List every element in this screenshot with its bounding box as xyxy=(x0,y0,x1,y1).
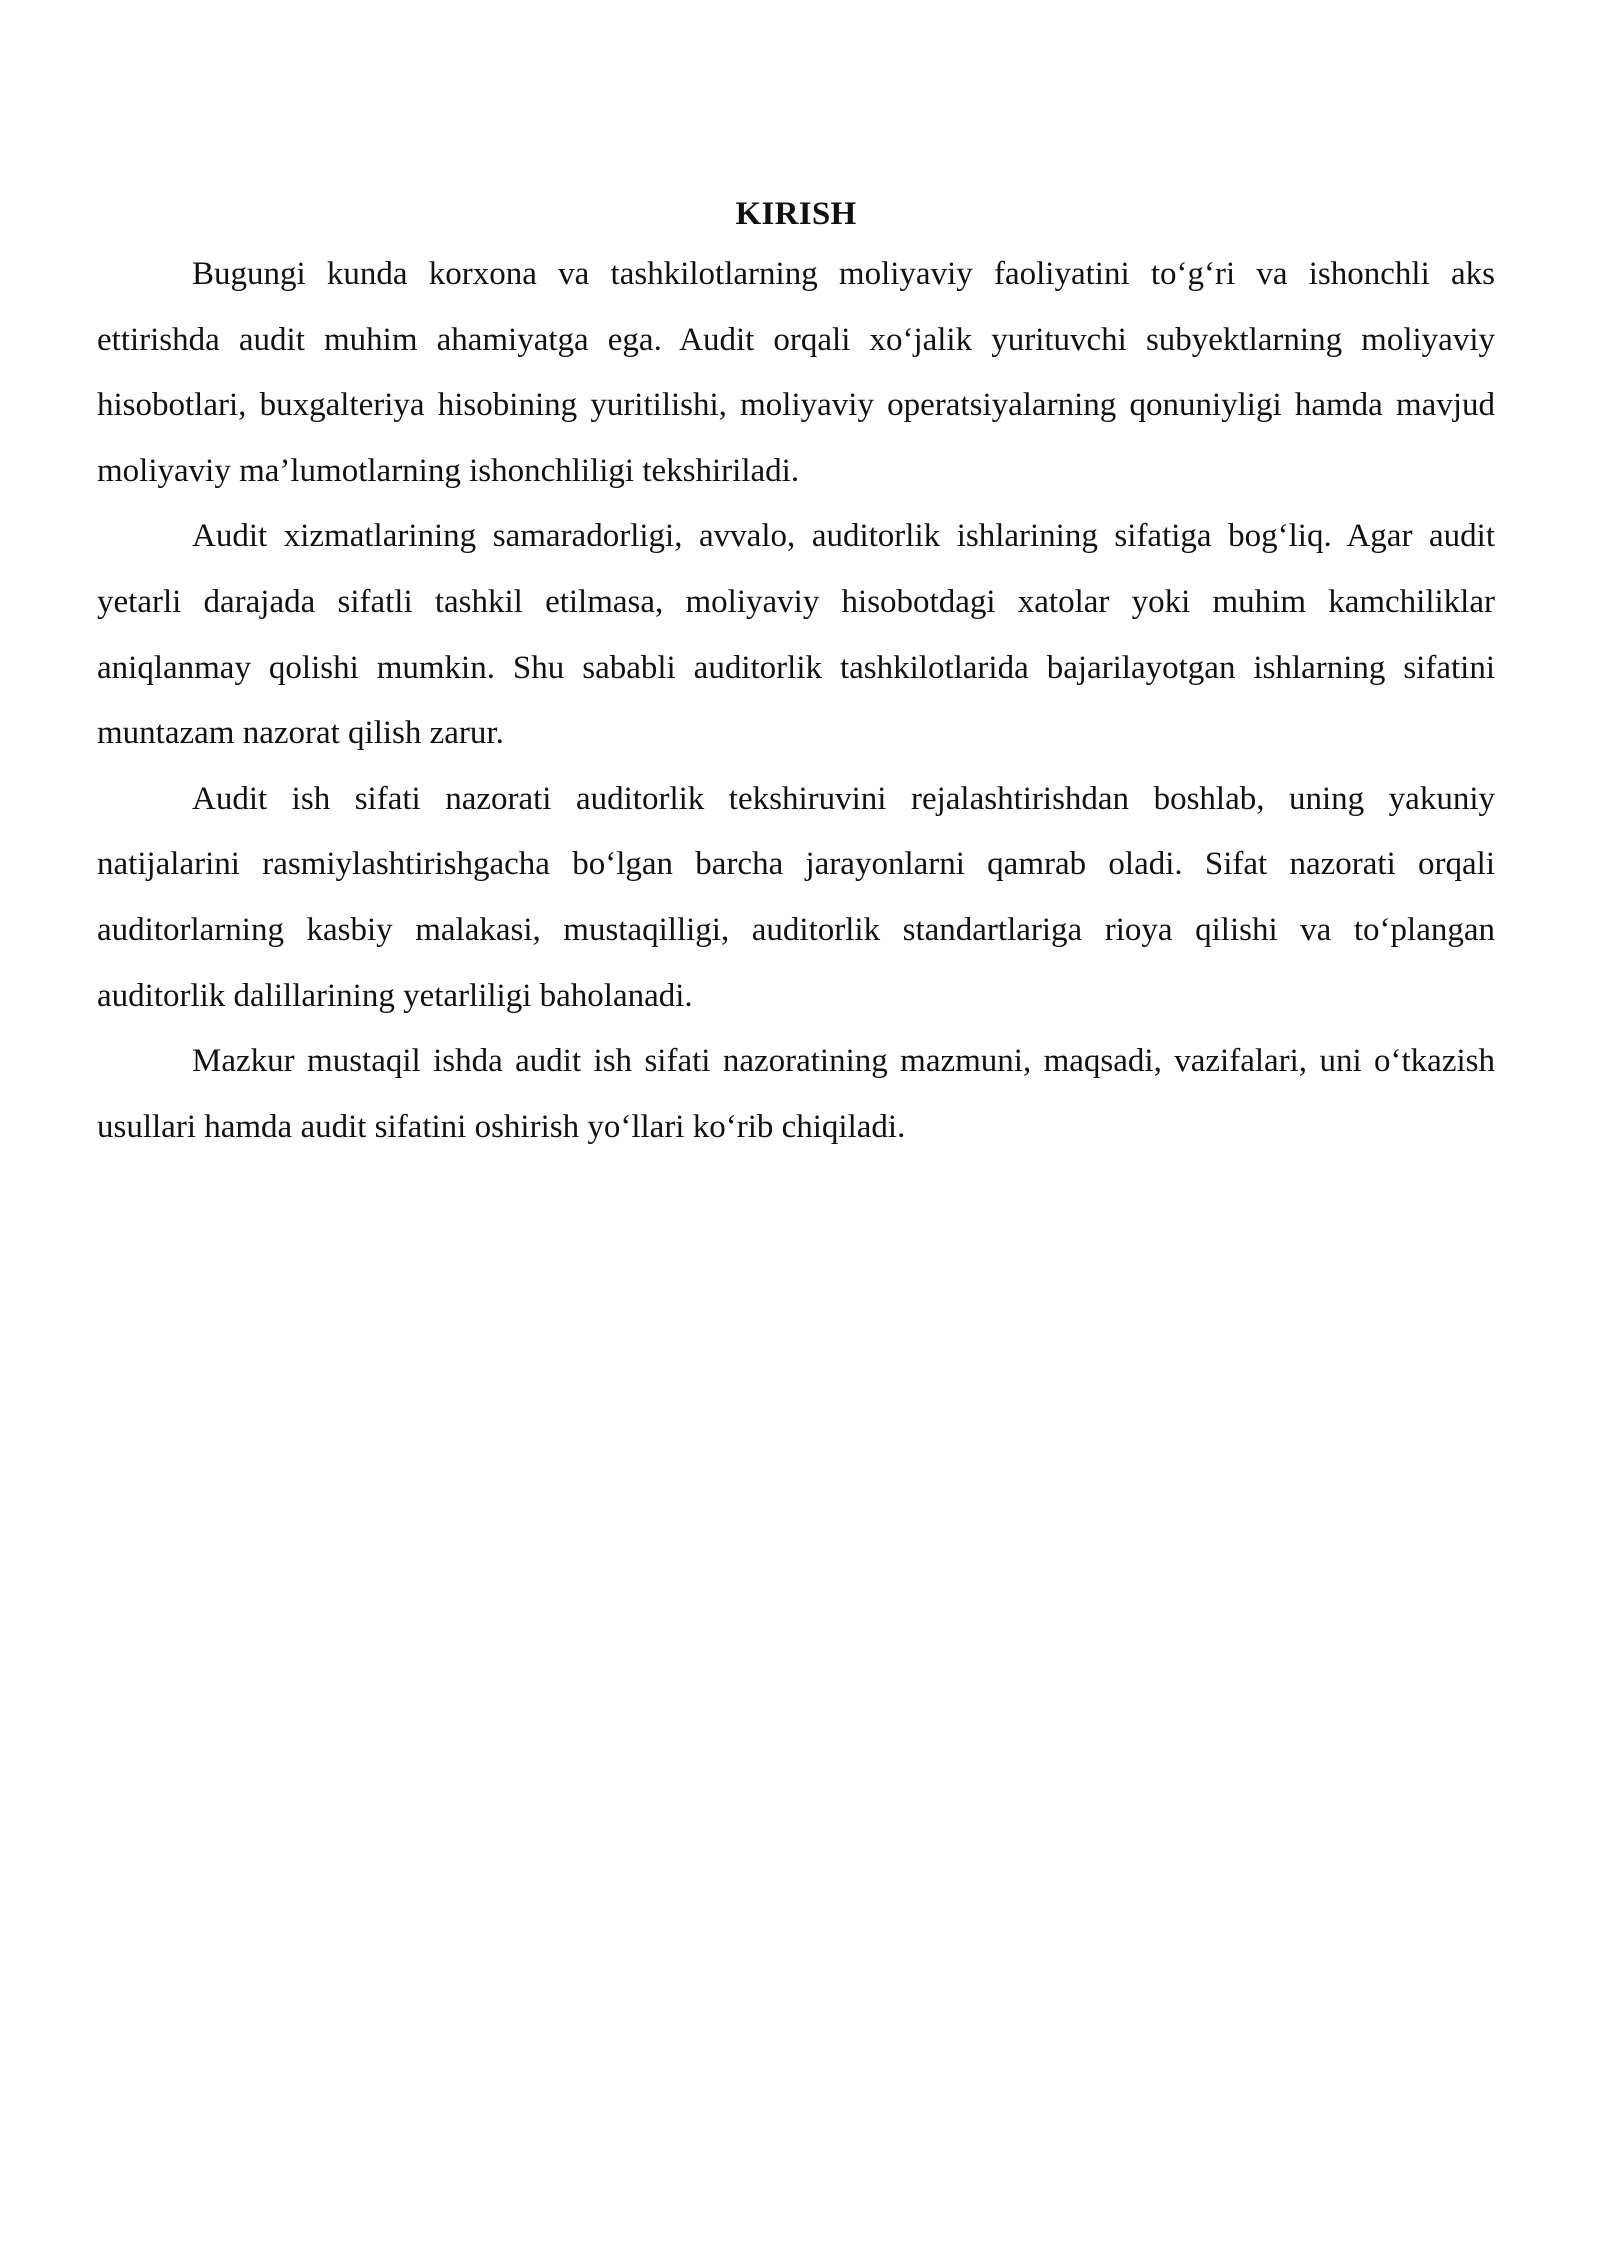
document-body xyxy=(97,186,1495,1160)
paragraph-3: Audit ish sifati nazorati auditorlik tekshiruvini rejalashtirishdan boshlab, uning yakuniy natijalarini rasmiylashtirishgacha bo‘lgan barcha jarayonlarni qamrab oladi. Sifat nazorati orqali auditorlarning kasbiy malakasi, mustaqilligi, auditorlik standartlariga rioya qilishi va to‘plangan auditorlik dalillarining yetarliligi baholanadi. xyxy=(97,780,1495,1014)
paragraph-1: Bugungi kunda korxona va tashkilotlarning moliyaviy faoliyatini to‘g‘ri va ishonchli aks ettirishda audit muhim ahamiyatga ega. Audit orqali xo‘jalik yurituvchi subyektlarning moliyaviy hisobotlari, buxgalteriya hisobining yuritilishi, moliyaviy operatsiyalarning qonuniyligi hamda mavjud moliyaviy ma’lumotlarning ishonchliligi tekshiriladi. xyxy=(97,256,1495,489)
paragraph-2: Audit xizmatlarining samaradorligi, avvalo, auditorlik ishlarining sifatiga bog‘liq. Agar audit yetarli darajada sifatli tashkil etilmasa, moliyaviy hisobotdagi xatolar yoki muhim kamchiliklar aniqlanmay qolishi mumkin. Shu sababli auditorlik tashkilotlarida bajarilayotgan ishlarning sifatini muntazam nazorat qilish zarur. xyxy=(97,518,1495,752)
page-title: KIRISH xyxy=(735,196,857,232)
paragraph-4: Mazkur mustaqil ishda audit ish sifati nazoratining mazmuni, maqsadi, vazifalari, uni o‘tkazish usullari hamda audit sifatini oshirish yo‘llari ko‘rib chiqiladi. xyxy=(97,1043,1495,1145)
